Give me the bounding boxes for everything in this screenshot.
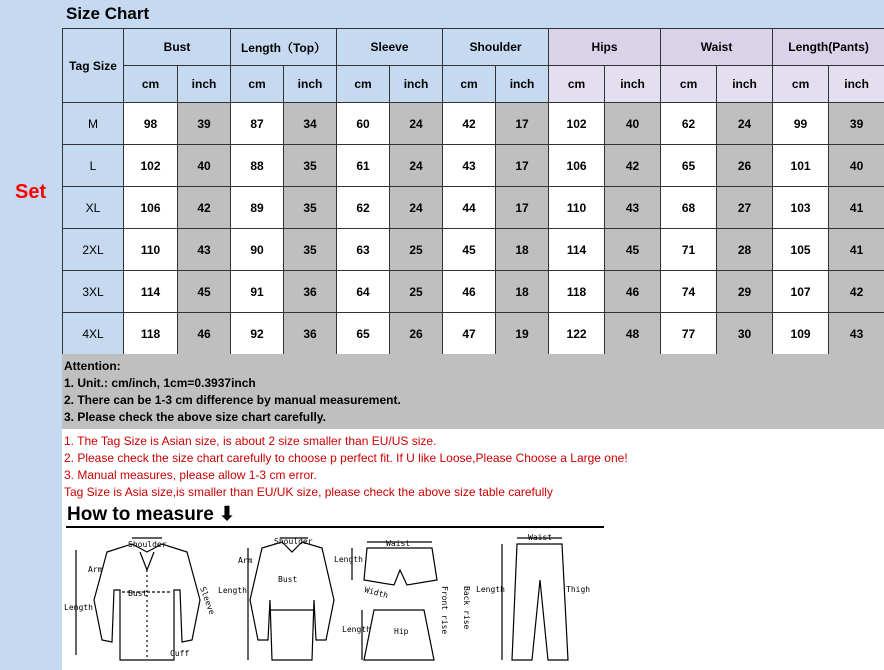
thigh-label: Thigh bbox=[566, 585, 591, 594]
table-row bbox=[63, 229, 884, 271]
bust-label: Bust bbox=[128, 589, 148, 598]
how-to-measure-title: How to measure ⬇ bbox=[67, 504, 235, 525]
cm-cell: 118 bbox=[124, 313, 178, 355]
cm-cell: 47 bbox=[443, 313, 496, 355]
table-row bbox=[63, 103, 884, 145]
pants-illustration bbox=[502, 538, 568, 660]
inch-cell: 24 bbox=[717, 103, 773, 145]
inch-cell: 43 bbox=[605, 187, 661, 229]
inch-cell: 24 bbox=[390, 187, 443, 229]
cm-cell: 87 bbox=[231, 103, 284, 145]
inch-cell: 43 bbox=[829, 313, 884, 355]
cm-cell: 42 bbox=[443, 103, 496, 145]
set-label: Set bbox=[15, 181, 47, 203]
cuff-label: Cuff bbox=[170, 649, 190, 658]
group-header-shoulder: Shoulder bbox=[443, 29, 549, 66]
table-row bbox=[63, 187, 884, 229]
arm-label: Arm bbox=[238, 556, 253, 565]
inch-cell: 48 bbox=[605, 313, 661, 355]
cm-cell: 44 bbox=[443, 187, 496, 229]
note-line: Tag Size is Asia size,is smaller than EU/UK size, please check the above size table carefully bbox=[64, 485, 553, 499]
cm-cell: 105 bbox=[773, 229, 829, 271]
tag-size-cell: L bbox=[63, 145, 124, 187]
inch-cell: 41 bbox=[829, 229, 884, 271]
cm-cell: 91 bbox=[231, 271, 284, 313]
shoulder-label: Shoulder bbox=[128, 540, 167, 549]
title-bar bbox=[62, 0, 884, 28]
note-line: 2. Please check the size chart carefully to choose p perfect fit. If U like Loose,Please Choose a Large one! bbox=[64, 451, 628, 465]
group-header-length-pants: Length(Pants) bbox=[773, 29, 884, 66]
unit-inch: inch bbox=[178, 66, 231, 103]
inch-cell: 19 bbox=[496, 313, 549, 355]
title-underline bbox=[66, 526, 604, 528]
inch-cell: 27 bbox=[717, 187, 773, 229]
inch-cell: 40 bbox=[605, 103, 661, 145]
notes-box bbox=[62, 431, 884, 503]
inch-cell: 46 bbox=[605, 271, 661, 313]
tag-size-cell: 4XL bbox=[63, 313, 124, 355]
cm-cell: 65 bbox=[337, 313, 390, 355]
length-label: Length bbox=[476, 585, 505, 594]
size-table bbox=[62, 28, 884, 355]
unit-cm: cm bbox=[661, 66, 717, 103]
length-label: Length bbox=[64, 603, 93, 612]
cm-cell: 68 bbox=[661, 187, 717, 229]
inch-cell: 24 bbox=[390, 145, 443, 187]
group-header-bust: Bust bbox=[124, 29, 231, 66]
cm-cell: 46 bbox=[443, 271, 496, 313]
sleeve-label: Sleeve bbox=[198, 585, 217, 616]
inch-cell: 26 bbox=[390, 313, 443, 355]
attention-box bbox=[62, 354, 884, 429]
cm-cell: 102 bbox=[549, 103, 605, 145]
cm-cell: 89 bbox=[231, 187, 284, 229]
size-table-body bbox=[63, 103, 884, 355]
attention-heading: Attention: bbox=[64, 359, 121, 373]
shoulder-label: Shoulder bbox=[274, 537, 313, 546]
inch-cell: 41 bbox=[829, 187, 884, 229]
inch-cell: 42 bbox=[829, 271, 884, 313]
hip-label: Hip bbox=[394, 627, 409, 636]
inch-cell: 17 bbox=[496, 145, 549, 187]
left-sidebar bbox=[0, 0, 62, 670]
inch-cell: 45 bbox=[178, 271, 231, 313]
inch-cell: 39 bbox=[829, 103, 884, 145]
inch-cell: 42 bbox=[178, 187, 231, 229]
cm-cell: 110 bbox=[549, 187, 605, 229]
bust-label: Bust bbox=[278, 575, 298, 584]
unit-cm: cm bbox=[443, 66, 496, 103]
note-line: 3. Manual measures, please allow 1-3 cm error. bbox=[64, 468, 317, 482]
front-rise-label: Front rise bbox=[440, 586, 449, 635]
group-header-waist: Waist bbox=[661, 29, 773, 66]
cm-cell: 64 bbox=[337, 271, 390, 313]
inch-cell: 28 bbox=[717, 229, 773, 271]
cm-cell: 102 bbox=[124, 145, 178, 187]
cm-cell: 99 bbox=[773, 103, 829, 145]
attention-line: 3. Please check the above size chart carefully. bbox=[64, 410, 326, 424]
inch-cell: 30 bbox=[717, 313, 773, 355]
unit-inch: inch bbox=[496, 66, 549, 103]
cm-cell: 88 bbox=[231, 145, 284, 187]
attention-line: 1. Unit.: cm/inch, 1cm=0.3937inch bbox=[64, 376, 256, 390]
cm-cell: 62 bbox=[337, 187, 390, 229]
tag-size-header: Tag Size bbox=[63, 29, 124, 103]
cm-cell: 106 bbox=[549, 145, 605, 187]
group-header-length-top: Length（Top） bbox=[231, 29, 337, 66]
inch-cell: 40 bbox=[178, 145, 231, 187]
group-header-hips: Hips bbox=[549, 29, 661, 66]
cm-cell: 106 bbox=[124, 187, 178, 229]
group-header-sleeve: Sleeve bbox=[337, 29, 443, 66]
inch-cell: 35 bbox=[284, 187, 337, 229]
inch-cell: 36 bbox=[284, 313, 337, 355]
inch-cell: 34 bbox=[284, 103, 337, 145]
cm-cell: 118 bbox=[549, 271, 605, 313]
unit-inch: inch bbox=[717, 66, 773, 103]
measurement-illustrations bbox=[62, 530, 622, 670]
note-line: 1. The Tag Size is Asian size, is about 2 size smaller than EU/US size. bbox=[64, 434, 437, 448]
inch-cell: 40 bbox=[829, 145, 884, 187]
inch-cell: 26 bbox=[717, 145, 773, 187]
length-label: Length bbox=[334, 555, 363, 564]
cm-cell: 114 bbox=[549, 229, 605, 271]
unit-cm: cm bbox=[231, 66, 284, 103]
inch-cell: 29 bbox=[717, 271, 773, 313]
unit-header-row bbox=[63, 66, 884, 103]
shorts-illustration bbox=[352, 542, 437, 585]
table-row bbox=[63, 271, 884, 313]
cm-cell: 71 bbox=[661, 229, 717, 271]
tag-size-cell: 3XL bbox=[63, 271, 124, 313]
unit-cm: cm bbox=[773, 66, 829, 103]
cm-cell: 65 bbox=[661, 145, 717, 187]
inch-cell: 18 bbox=[496, 271, 549, 313]
table-row bbox=[63, 313, 884, 355]
tag-size-cell: M bbox=[63, 103, 124, 145]
tag-size-cell: 2XL bbox=[63, 229, 124, 271]
cm-cell: 60 bbox=[337, 103, 390, 145]
attention-line: 2. There can be 1-3 cm difference by manual measurement. bbox=[64, 393, 401, 407]
cm-cell: 103 bbox=[773, 187, 829, 229]
cm-cell: 62 bbox=[661, 103, 717, 145]
cm-cell: 107 bbox=[773, 271, 829, 313]
cm-cell: 92 bbox=[231, 313, 284, 355]
inch-cell: 46 bbox=[178, 313, 231, 355]
cm-cell: 77 bbox=[661, 313, 717, 355]
cm-cell: 114 bbox=[124, 271, 178, 313]
inch-cell: 18 bbox=[496, 229, 549, 271]
group-header-row bbox=[63, 29, 884, 66]
shirt-illustration bbox=[76, 538, 200, 660]
waist-label: Waist bbox=[528, 533, 553, 542]
inch-cell: 25 bbox=[390, 229, 443, 271]
cm-cell: 63 bbox=[337, 229, 390, 271]
width-label: Width bbox=[363, 585, 390, 601]
unit-inch: inch bbox=[284, 66, 337, 103]
cm-cell: 98 bbox=[124, 103, 178, 145]
cm-cell: 90 bbox=[231, 229, 284, 271]
how-to-measure-section bbox=[62, 500, 622, 670]
page-title: Size Chart bbox=[66, 4, 150, 23]
unit-inch: inch bbox=[829, 66, 884, 103]
cm-cell: 109 bbox=[773, 313, 829, 355]
tag-size-cell: XL bbox=[63, 187, 124, 229]
inch-cell: 25 bbox=[390, 271, 443, 313]
inch-cell: 39 bbox=[178, 103, 231, 145]
cm-cell: 110 bbox=[124, 229, 178, 271]
unit-cm: cm bbox=[124, 66, 178, 103]
inch-cell: 17 bbox=[496, 187, 549, 229]
back-rise-label: Back rise bbox=[462, 586, 471, 630]
coat-illustration bbox=[248, 538, 334, 660]
inch-cell: 17 bbox=[496, 103, 549, 145]
cm-cell: 101 bbox=[773, 145, 829, 187]
unit-inch: inch bbox=[605, 66, 661, 103]
unit-cm: cm bbox=[549, 66, 605, 103]
waist-label: Waist bbox=[386, 539, 411, 548]
inch-cell: 42 bbox=[605, 145, 661, 187]
inch-cell: 35 bbox=[284, 229, 337, 271]
length-label: Length bbox=[218, 586, 247, 595]
cm-cell: 43 bbox=[443, 145, 496, 187]
unit-cm: cm bbox=[337, 66, 390, 103]
table-row bbox=[63, 145, 884, 187]
inch-cell: 24 bbox=[390, 103, 443, 145]
cm-cell: 61 bbox=[337, 145, 390, 187]
arm-label: Arm bbox=[88, 565, 103, 574]
inch-cell: 43 bbox=[178, 229, 231, 271]
inch-cell: 36 bbox=[284, 271, 337, 313]
cm-cell: 74 bbox=[661, 271, 717, 313]
unit-inch: inch bbox=[390, 66, 443, 103]
inch-cell: 35 bbox=[284, 145, 337, 187]
cm-cell: 122 bbox=[549, 313, 605, 355]
inch-cell: 45 bbox=[605, 229, 661, 271]
length-label: Length bbox=[342, 625, 371, 634]
cm-cell: 45 bbox=[443, 229, 496, 271]
